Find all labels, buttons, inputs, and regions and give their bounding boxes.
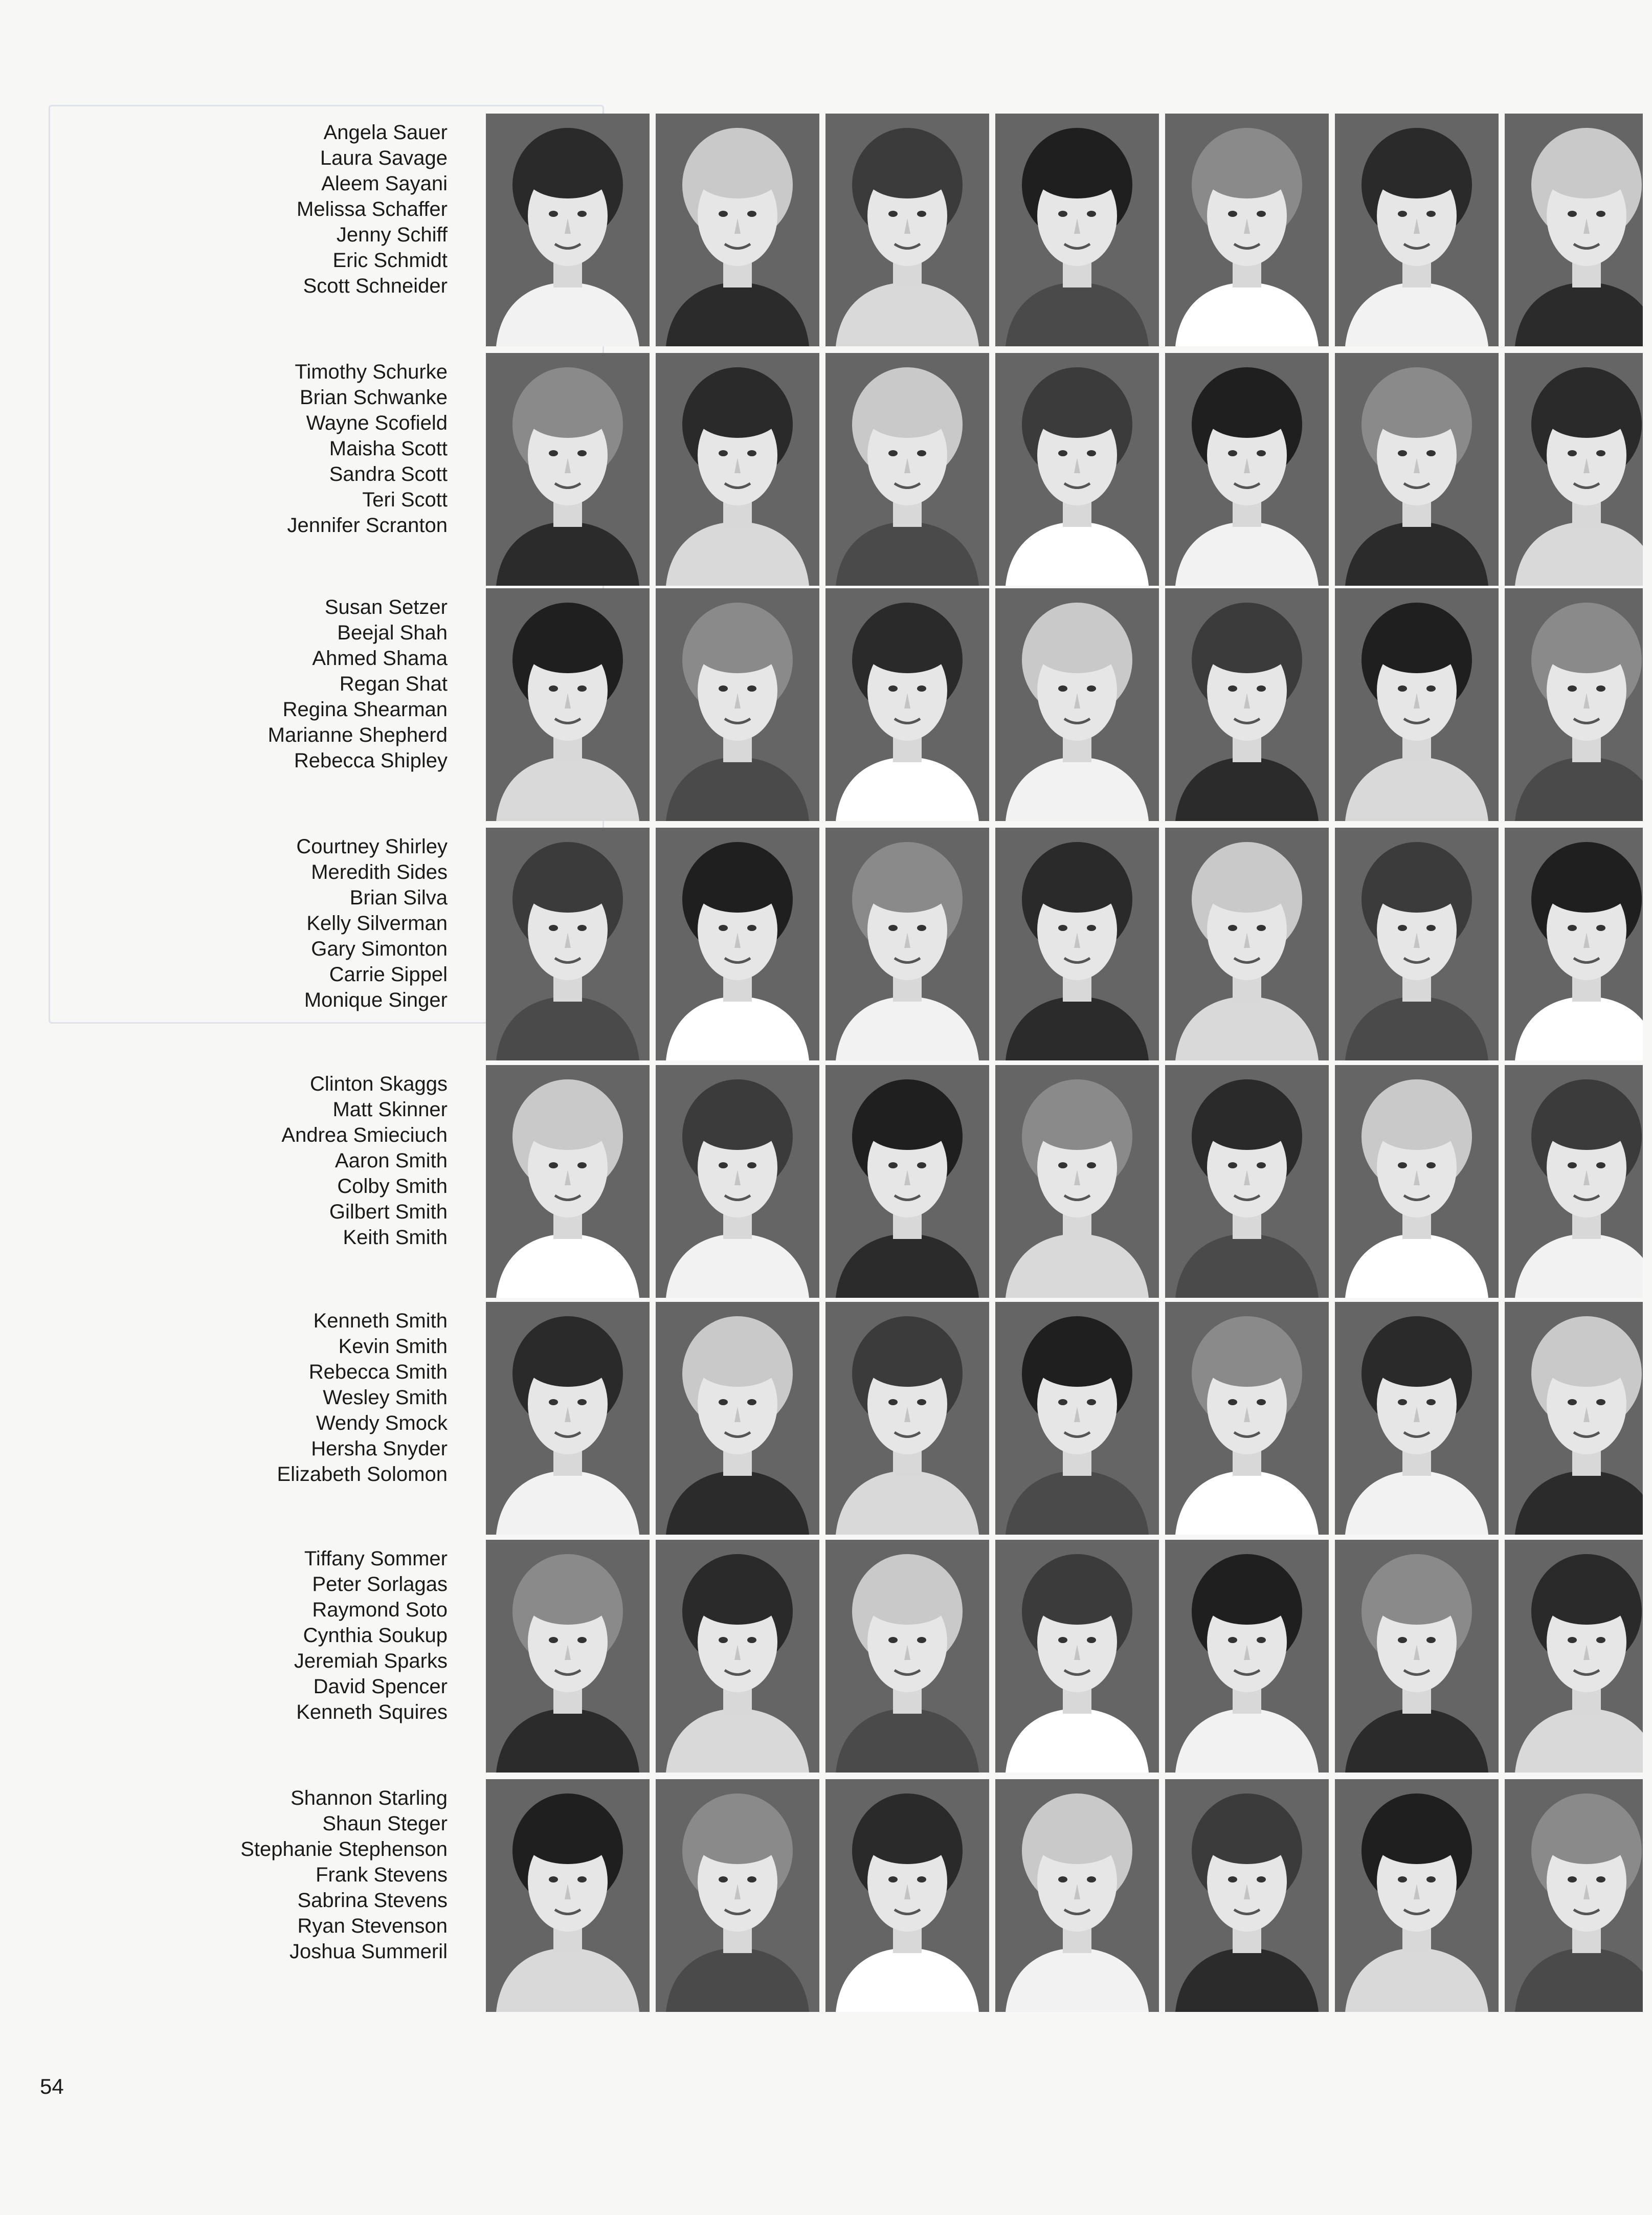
student-portrait	[1165, 1302, 1329, 1535]
student-portrait	[1335, 1302, 1499, 1535]
student-name: Wayne Scofield	[306, 412, 448, 434]
student-portrait	[825, 1779, 989, 2012]
student-name: Scott Schneider	[303, 275, 448, 297]
student-portrait	[825, 828, 989, 1060]
student-portrait	[1335, 588, 1499, 821]
student-portrait	[1335, 1065, 1499, 1298]
student-portrait	[995, 1302, 1159, 1535]
student-portrait	[1165, 353, 1329, 586]
student-portrait	[995, 1065, 1159, 1298]
student-name: Susan Setzer	[324, 596, 448, 618]
name-list	[102, 834, 448, 1013]
student-portrait	[1505, 1540, 1643, 1773]
student-name: Laura Savage	[320, 147, 448, 169]
student-portrait	[1165, 1779, 1329, 2012]
student-name: Aaron Smith	[334, 1149, 448, 1172]
student-name: Raymond Soto	[312, 1599, 448, 1621]
student-portrait	[656, 1065, 819, 1298]
name-list	[102, 1308, 448, 1487]
student-name: Meredith Sides	[311, 861, 448, 883]
student-name: Kelly Silverman	[306, 912, 448, 935]
student-portrait	[995, 1779, 1159, 2012]
student-name: Tiffany Sommer	[304, 1547, 448, 1570]
student-portrait	[656, 1302, 819, 1535]
student-name: Monique Singer	[304, 989, 448, 1011]
student-portrait	[486, 353, 650, 586]
student-name: Stephanie Stephenson	[240, 1838, 448, 1860]
student-name: Rebecca Shipley	[294, 749, 448, 772]
student-portrait	[1505, 1065, 1643, 1298]
student-name: Hersha Snyder	[311, 1437, 448, 1460]
student-name: Kenneth Smith	[313, 1310, 448, 1332]
student-name: Rebecca Smith	[308, 1361, 448, 1383]
student-name: Wendy Smock	[316, 1412, 448, 1434]
student-name: Cynthia Soukup	[303, 1624, 448, 1647]
student-portrait	[656, 828, 819, 1060]
student-name: Matt Skinner	[332, 1098, 448, 1121]
student-name: Joshua Summeril	[289, 1940, 448, 1963]
student-portrait	[486, 1065, 650, 1298]
student-portrait	[486, 114, 650, 346]
student-name: Peter Sorlagas	[312, 1573, 448, 1596]
student-portrait	[1165, 828, 1329, 1060]
student-name: Melissa Schaffer	[297, 198, 448, 220]
student-portrait	[825, 1065, 989, 1298]
student-portrait	[825, 588, 989, 821]
student-name: Angela Sauer	[323, 121, 448, 144]
student-portrait	[656, 1779, 819, 2012]
student-portrait	[1505, 1779, 1643, 2012]
page-number: 54	[40, 2074, 64, 2098]
student-name: Ryan Stevenson	[297, 1915, 448, 1937]
student-name: Beejal Shah	[337, 622, 448, 644]
student-portrait	[656, 1540, 819, 1773]
student-name: Jennifer Scranton	[287, 514, 448, 537]
student-portrait	[1335, 353, 1499, 586]
student-name: Shaun Steger	[322, 1812, 448, 1835]
student-portrait	[825, 1302, 989, 1535]
student-name: Shannon Starling	[291, 1787, 448, 1809]
name-list	[102, 1546, 448, 1725]
name-list	[102, 1785, 448, 1964]
student-name: Aleem Sayani	[321, 172, 448, 195]
student-name: Teri Scott	[362, 489, 448, 511]
student-name: Sabrina Stevens	[297, 1889, 448, 1912]
student-name: Carrie Sippel	[329, 963, 448, 986]
student-name: Frank Stevens	[316, 1864, 448, 1886]
name-list	[102, 359, 448, 538]
student-portrait	[1165, 588, 1329, 821]
student-portrait	[656, 353, 819, 586]
student-name: Marianne Shepherd	[267, 724, 448, 746]
student-name: Jenny Schiff	[336, 224, 448, 246]
student-portrait	[1505, 588, 1643, 821]
student-name: Regan Shat	[339, 673, 448, 695]
student-portrait	[1165, 114, 1329, 346]
student-name: Kenneth Squires	[296, 1701, 448, 1723]
name-list	[102, 1071, 448, 1250]
student-portrait	[995, 114, 1159, 346]
student-portrait	[1505, 828, 1643, 1060]
student-portrait	[486, 1302, 650, 1535]
student-name: Gary Simonton	[311, 938, 448, 960]
student-portrait	[656, 114, 819, 346]
student-name: David Spencer	[313, 1675, 448, 1698]
student-portrait	[825, 114, 989, 346]
student-name: Elizabeth Solomon	[277, 1463, 448, 1486]
student-portrait	[1335, 1779, 1499, 2012]
student-name: Eric Schmidt	[332, 249, 448, 272]
student-name: Gilbert Smith	[329, 1201, 448, 1223]
student-name: Ahmed Shama	[312, 647, 448, 670]
student-name: Sandra Scott	[329, 463, 448, 485]
student-portrait	[1335, 1540, 1499, 1773]
student-portrait	[1165, 1065, 1329, 1298]
student-portrait	[656, 588, 819, 821]
student-portrait	[486, 828, 650, 1060]
student-name: Brian Schwanke	[299, 386, 448, 409]
student-name: Maisha Scott	[329, 437, 448, 460]
student-portrait	[486, 588, 650, 821]
student-name: Brian Silva	[349, 887, 448, 909]
student-portrait	[1335, 114, 1499, 346]
student-portrait	[486, 1779, 650, 2012]
student-name: Regina Shearman	[282, 698, 448, 721]
student-portrait	[825, 353, 989, 586]
student-name: Wesley Smith	[323, 1386, 448, 1409]
student-portrait	[995, 588, 1159, 821]
student-name: Clinton Skaggs	[309, 1073, 448, 1095]
student-name: Andrea Smieciuch	[281, 1124, 448, 1146]
name-list	[102, 594, 448, 773]
student-portrait	[1505, 114, 1643, 346]
student-name: Keith Smith	[343, 1226, 448, 1249]
student-portrait	[1505, 1302, 1643, 1535]
student-portrait	[825, 1540, 989, 1773]
student-name: Colby Smith	[337, 1175, 448, 1198]
student-portrait	[1505, 353, 1643, 586]
student-portrait	[1165, 1540, 1329, 1773]
name-list	[102, 120, 448, 299]
student-name: Jeremiah Sparks	[294, 1650, 448, 1672]
student-portrait	[486, 1540, 650, 1773]
student-portrait	[995, 353, 1159, 586]
student-portrait	[995, 1540, 1159, 1773]
student-name: Courtney Shirley	[296, 835, 448, 858]
student-name: Timothy Schurke	[295, 361, 448, 383]
student-portrait	[1335, 828, 1499, 1060]
student-portrait	[995, 828, 1159, 1060]
student-name: Kevin Smith	[338, 1335, 448, 1358]
